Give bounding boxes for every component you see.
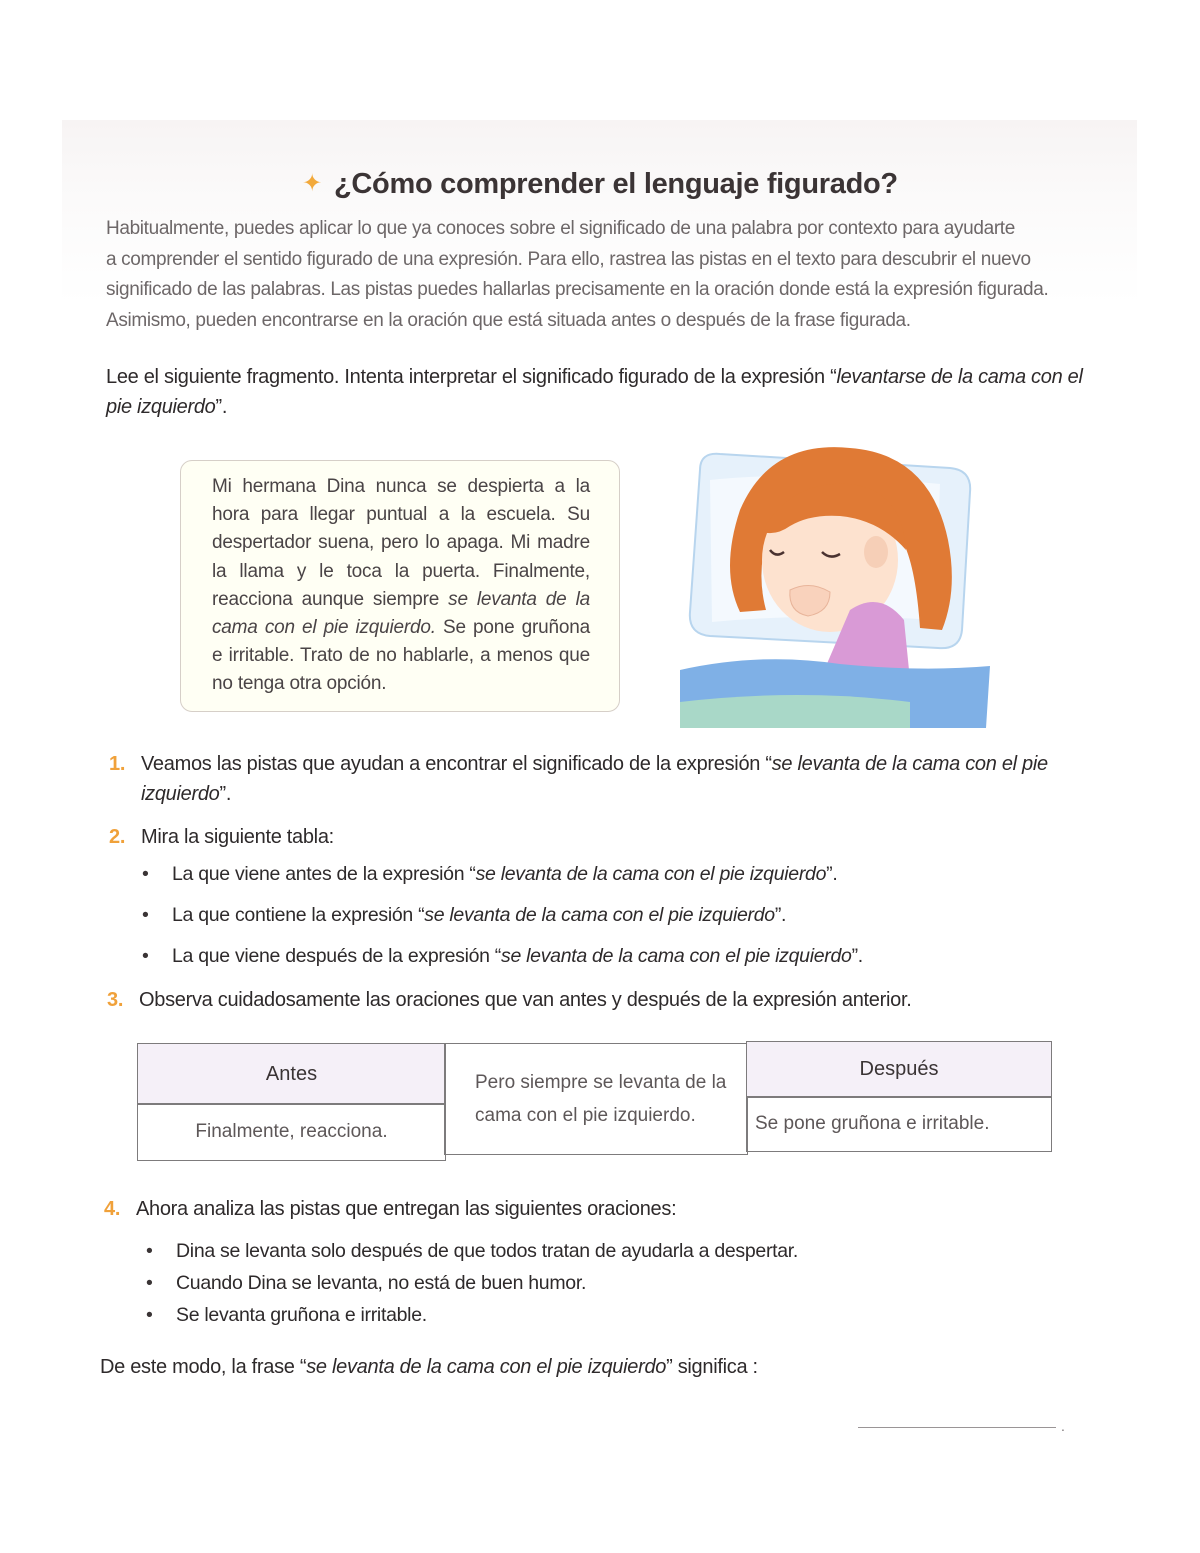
question-number: 2. (109, 826, 126, 848)
fragment-expression: se levanta de la cama con el pie izquierdo. (212, 588, 590, 639)
question-text: Ahora analiza las pistas que entregan las siguientes oraciones: (136, 1198, 677, 1220)
conclusion-text (100, 1356, 1100, 1379)
star-icon: ✦ (302, 170, 322, 197)
bullet-expression: se levanta de la cama con el pie izquierdo (501, 945, 852, 967)
bullet-text: La que viene después de la expresión “ (172, 945, 502, 967)
intro-paragraph (106, 214, 1084, 336)
question-3 (107, 985, 912, 1015)
bullet-item (172, 863, 837, 886)
table-header-despues: Después (746, 1041, 1052, 1098)
question-number: 3. (107, 989, 124, 1011)
expression-line: cama con el pie izquierdo. (475, 1105, 696, 1126)
bullet-item: • Se levanta gruñona e irritable. (176, 1304, 427, 1327)
expression-line: Pero siempre se levanta de la (475, 1072, 727, 1093)
clues-table (137, 1041, 1052, 1161)
fragment-before: Mi hermana Dina nunca se despierta a la hora para llegar puntual a la escuela. Su despertador suena, pero lo apaga. Mi madre la llama y le toca la puerta. Finalmente, reacciona aunque siempre (212, 476, 590, 610)
question-4 (104, 1194, 677, 1224)
question-number: 4. (104, 1198, 121, 1220)
question-1 (109, 749, 1086, 809)
question-end: ”. (219, 783, 232, 805)
instruction-text (106, 362, 1084, 422)
table-cell-despues: Se pone gruñona e irritable. (746, 1096, 1052, 1152)
question-number: 1. (109, 753, 126, 775)
bullet-end: ”. (774, 904, 787, 926)
question-expression: se levanta de la cama con el pie izquierdo (141, 753, 1048, 805)
page-title (0, 168, 1200, 201)
bullet-end: ”. (851, 945, 863, 967)
answer-period: . (1061, 1418, 1065, 1434)
bullet-text: La que contiene la expresión “ (172, 904, 425, 926)
instruction-main: Lee el siguiente fragmento. Intenta interpretar el significado figurado de la expresión “ (106, 366, 837, 388)
table-cell-antes: Finalmente, reacciona. (137, 1103, 446, 1161)
question-text: Veamos las pistas que ayudan a encontrar el significado de la expresión “ (141, 753, 772, 775)
question-text: Mira la siguiente tabla: (141, 826, 334, 848)
intro-line: Asimismo, pueden encontrarse en la oración que está situada antes o después de la frase figurada. (106, 309, 911, 331)
conclusion-main: De este modo, la frase “ (100, 1356, 307, 1378)
intro-line: Habitualmente, puedes aplicar lo que ya conoces sobre el significado de una palabra por contexto para ayudarte (106, 218, 1015, 239)
question-2 (109, 822, 334, 852)
intro-line: significado de las palabras. Las pistas puedes hallarlas precisamente en la oración donde está la expresión figurada. (106, 279, 1049, 300)
instruction-end: ”. (215, 396, 228, 418)
table-cell-expression (444, 1043, 748, 1155)
instruction-expression: levantarse de la cama con el pie izquierdo (106, 366, 1083, 418)
bullet-expression: se levanta de la cama con el pie izquierdo (424, 904, 775, 926)
bullet-expression: se levanta de la cama con el pie izquierdo (475, 863, 827, 885)
bullet-text: La que viene antes de la expresión “ (172, 863, 476, 885)
question-text: Observa cuidadosamente las oraciones que van antes y después de la expresión anterior. (139, 989, 912, 1011)
fragment-text (212, 473, 590, 699)
conclusion-end: ” significa : (666, 1356, 758, 1378)
sleeping-girl-illustration (680, 440, 990, 728)
bullet-end: ”. (826, 863, 838, 885)
bullet-item: • Cuando Dina se levanta, no está de buen humor. (176, 1272, 586, 1295)
bullet-item: • Dina se levanta solo después de que todos tratan de ayudarla a despertar. (176, 1240, 798, 1263)
answer-line[interactable] (858, 1427, 1056, 1428)
bullet-item (172, 904, 786, 927)
intro-line: a comprender el sentido figurado de una expresión. Para ello, rastrea las pistas en el texto para descubrir el nuevo (106, 248, 1031, 270)
fragment-after: Se pone gruñona e irritable. Trato de no hablarle, a menos que no tenga otra opción. (212, 617, 590, 695)
title-text: ¿Cómo comprender el lenguaje figurado? (333, 168, 898, 200)
conclusion-expression: se levanta de la cama con el pie izquierdo (306, 1356, 667, 1378)
bullet-item (172, 945, 863, 968)
table-header-antes: Antes (137, 1043, 446, 1105)
